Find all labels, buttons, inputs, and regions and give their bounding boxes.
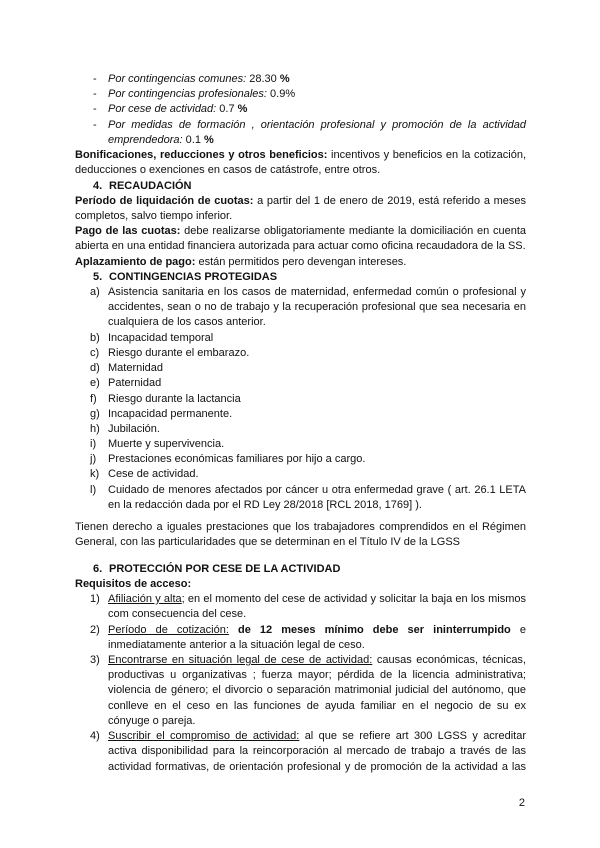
section-number: 5. (93, 271, 103, 283)
paragraph-line: completos, salvo tiempo inferior. (75, 210, 233, 222)
list-item-text: cónyuge o pareja. (108, 715, 196, 727)
list-marker: k) (90, 468, 100, 480)
list-item-text: Muerte y supervivencia. (108, 438, 225, 450)
paragraph-line: General, con las particularidades que se determinan en el Título IV de la LGSS (75, 536, 461, 548)
dash-bullet: - (93, 103, 97, 115)
requisito-item: Período de cotización: de 12 meses mínimo debe ser ininterrumpido e (108, 624, 526, 636)
list-marker: a) (90, 286, 100, 298)
bonificaciones-paragraph: Bonificaciones, reducciones y otros beneficios: incentivos y beneficios en la cotización, (75, 149, 526, 161)
list-marker: l) (90, 484, 97, 496)
list-item-text: violencia de género; el divorcio o separación matrimonial judicial del autónomo, que (108, 684, 526, 696)
periodo-paragraph: Período de liquidación de cuotas: a partir del 1 de enero de 2019, está referido a meses (75, 195, 526, 207)
list-item-text: conlleve en el ceso en las funciones de ayuda familiar en el negocio de su ex (108, 700, 526, 712)
list-marker: 3) (90, 654, 100, 666)
list-item-text: com consecuencia del cese. (108, 608, 247, 620)
section-title: RECAUDACIÓN (109, 180, 192, 192)
section-title: CONTINGENCIAS PROTEGIDAS (109, 271, 278, 283)
list-item-text: Maternidad (108, 362, 164, 374)
list-marker: i) (90, 438, 97, 450)
section-number: 4. (93, 180, 103, 192)
list-item-text: Asistencia sanitaria en los casos de maternidad, enfermedad común o profesional y (108, 286, 526, 298)
section-number: 6. (93, 563, 103, 575)
pago-paragraph: Pago de las cuotas: debe realizarse obligatoriamente mediante la domiciliación en cuenta (75, 225, 527, 237)
list-item-text: Prestaciones económicas familiares por hijo a cargo. (108, 453, 366, 465)
page-number: 2 (518, 797, 525, 809)
list-item-text: inmediatamente anterior a la situación legal de ceso. (108, 639, 365, 651)
list-item-text: productivas u organizativas ; fuerza mayor; pérdida de la licencia administrativa; (108, 669, 526, 681)
aplazamiento-paragraph: Aplazamiento de pago: están permitidos pero devengan intereses. (75, 256, 407, 268)
list-marker: f) (90, 393, 97, 405)
list-item-text: Paternidad (108, 377, 162, 389)
dash-bullet: - (93, 88, 97, 100)
list-item-text: Jubilación. (108, 423, 160, 435)
requisito-item: Suscribir el compromiso de actividad: al que se refiere art 300 LGSS y acreditar (108, 730, 526, 742)
paragraph-line: deducciones o exenciones en casos de catástrofe, entre otros. (75, 164, 381, 176)
cotizacion-item: Por contingencias profesionales: 0.9% (108, 88, 296, 100)
list-item-text: Riesgo durante la lactancia (108, 393, 241, 405)
list-item-text: Riesgo durante el embarazo. (108, 347, 250, 359)
list-marker: 1) (90, 593, 100, 605)
list-item-text: Incapacidad temporal (108, 332, 214, 344)
list-item-text: cualquiera de los casos anterior. (108, 316, 266, 328)
list-marker: g) (90, 408, 100, 420)
requisito-item: Encontrarse en situación legal de cese de actividad: causas económicas, técnicas, (108, 654, 526, 666)
list-marker: e) (90, 377, 100, 389)
cotizacion-item-text: Por medidas de formación , orientación profesional y promoción de la actividad (108, 119, 526, 131)
list-item-text: actividad formativas, de orientación profesional y de promoción de la actividad a las (108, 761, 526, 773)
list-item-text: activa disponibilidad para la reincorporación al mercado de trabajo a través de las (108, 745, 526, 757)
derecho-paragraph: Tienen derecho a iguales prestaciones que los trabajadores comprendidos en el Régimen (75, 521, 526, 533)
list-item-text: Cuidado de menores afectados por cáncer u otra enfermedad grave ( art. 26.1 LETA (108, 484, 526, 496)
list-marker: 4) (90, 730, 100, 742)
list-item-text: en la redacción dada por el RD Ley 28/2018 [RCL 2018, 1769] ). (108, 499, 422, 511)
list-marker: h) (90, 423, 100, 435)
dash-bullet: - (93, 119, 97, 131)
requisito-item: Afiliación y alta; en el momento del cese de actividad y solicitar la baja en los mismos (108, 593, 526, 605)
dash-bullet: - (93, 73, 97, 85)
list-item-text: Incapacidad permanente. (108, 408, 233, 420)
list-marker: j) (90, 453, 97, 465)
list-marker: b) (90, 332, 100, 344)
cotizacion-item: Por cese de actividad: 0.7 % (108, 103, 248, 115)
list-marker: 2) (90, 624, 100, 636)
list-item-text: accidentes, sean o no de trabajo y la recuperación profesional que sea necesaria en (108, 301, 526, 313)
cotizacion-item: emprendedora: 0.1 % (108, 134, 214, 146)
list-item-text: Cese de actividad. (108, 468, 199, 480)
paragraph-line: abierta en una entidad financiera autorizada para actuar como oficina recaudadora de la SS. (75, 240, 526, 252)
list-marker: d) (90, 362, 100, 374)
cotizacion-item: Por contingencias comunes: 28.30 % (108, 73, 290, 85)
section-title: PROTECCIÓN POR CESE DE LA ACTIVIDAD (109, 563, 341, 575)
list-marker: c) (90, 347, 100, 359)
requisitos-title: Requisitos de acceso: (75, 578, 192, 590)
